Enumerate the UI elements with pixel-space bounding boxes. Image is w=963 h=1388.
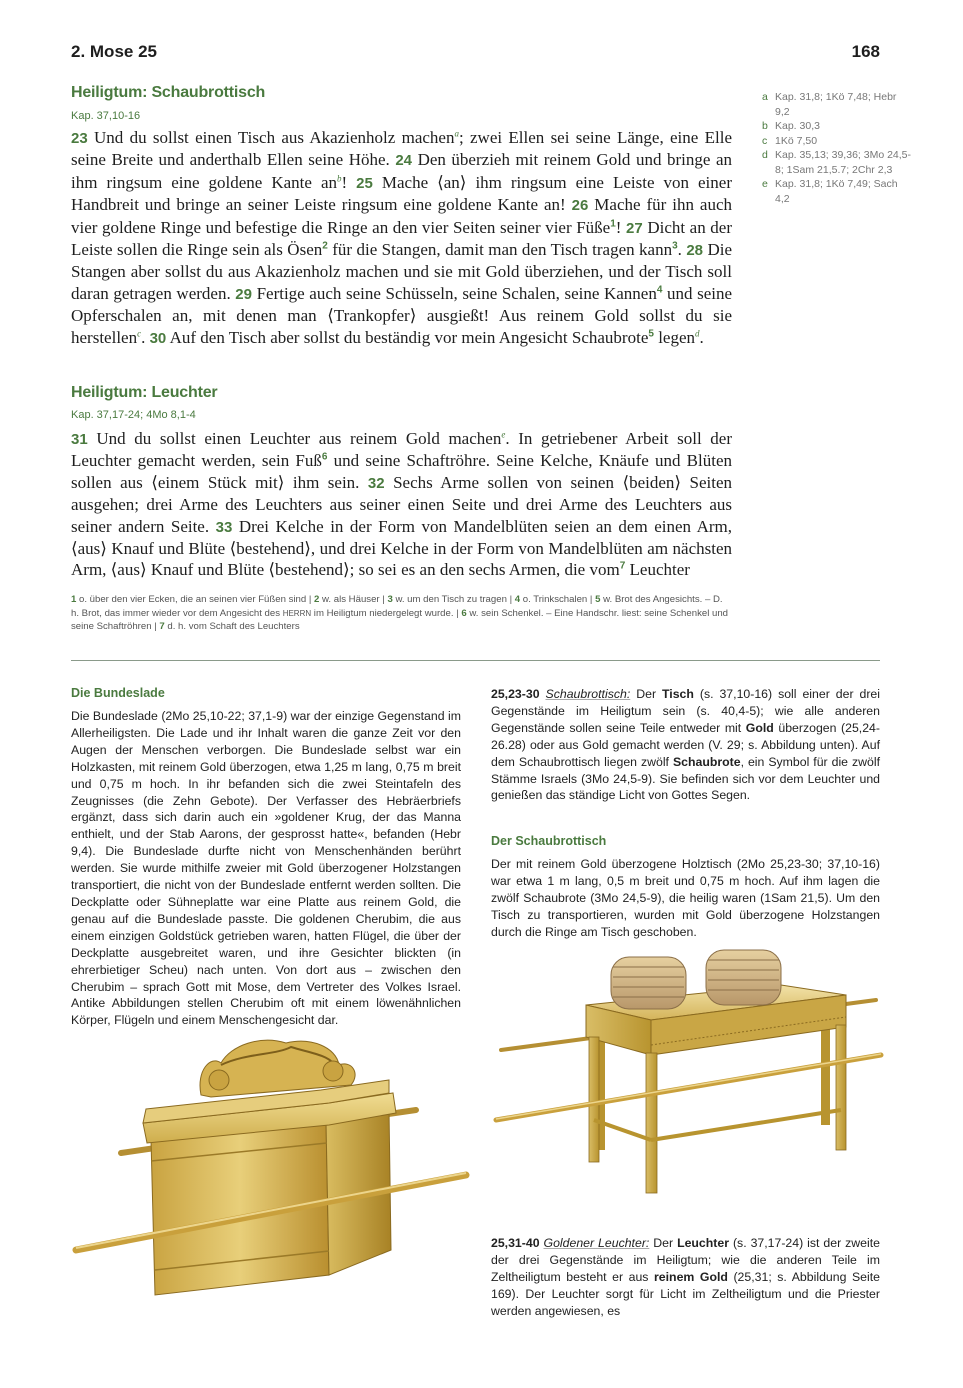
verse-number: 26 bbox=[571, 197, 589, 215]
margin-ref-item[interactable]: c 1Kö 7,50 bbox=[762, 134, 818, 147]
verse-number: 30 bbox=[149, 329, 167, 347]
section-title-leuchter: Heiligtum: Leuchter bbox=[71, 384, 218, 401]
crossref-mark[interactable]: a bbox=[454, 128, 459, 139]
verse-number: 31 bbox=[71, 431, 88, 448]
footnote-mark[interactable]: 3 bbox=[672, 240, 678, 252]
margin-ref-item[interactable]: a Kap. 31,8; 1Kö 7,48; Hebr 9,2 bbox=[762, 91, 897, 118]
box-text-bundeslade: Die Bundeslade (2Mo 25,10-22; 37,1-9) war der einzige Gegenstand im Allerheiligsten. Die Lade und ihr Inhalt waren die ganze Zeit vor den Augen der Menschen verborgen. Die Bundeslade selbst war ein Holzkasten, mit reinem Gold überzogen, etwa 1,25 m lang, 0,75 m breit und 0,75 m hoch. In ihr befanden sich die zwei Steintafeln des Zeugnisses (die Zehn Gebote). Der Verfasser des Hebräerbriefs ergänzt, dass sich darin auch ein »goldener Krug, der das Manna enthielt, und der Stab Aarons, der gesprosst hatte«, befanden (Hebr 9,4). Die Bundeslade durfte nicht von Menschenhänden berührt werden. Sie wurde mithilfe zweier mit Gold überzogener Holzstangen transportiert, die nicht von der Bundeslade entfernt werden sollten. Die Deckplatte oder Sühneplatte war eine Platte aus reinem Gold, die genau auf die Bundeslade passte. Die goldenen Cherubim, die aus einem einzigen Goldstück getrieben waren, hatten Flügel, die über der Deckplatte ausgebreitet waren, und ihre Gesichter blickten (in ehrerbietiger Scheu) nach unten. Von dort aus – zwischen den Cherubim – sprach Gott mit Mose, dem Vertreter des Volkes Israel. Antike Abbildungen stellen Cherubim oft mit einem löwenähnlichen Körper, Flügeln und einem Menschengesicht dar. bbox=[71, 709, 461, 1028]
verse-number: 33 bbox=[215, 518, 233, 536]
section-divider bbox=[71, 660, 880, 661]
ark-of-covenant-illustration bbox=[71, 1025, 471, 1315]
commentary-leuchter: 25,31-40 Goldener Leuchter: Der Leuchter (s. 37,17-24) ist der zweite der drei Gegenstände im Heiligtum; wie die anderen Teile im Zeltheiligtum besteht er aus reinem Gold (25,31; s. Abbildung Seite 169). Der Leuchter sorgt für Licht im Zeltheiligtum und die Priester werden angewiesen, es bbox=[491, 1236, 880, 1318]
verse-number: 29 bbox=[235, 285, 252, 303]
page-number: 168 bbox=[851, 42, 880, 61]
bread-stack-right bbox=[706, 950, 781, 1005]
verse-number: 32 bbox=[367, 474, 385, 492]
footnote-mark[interactable]: 7 bbox=[619, 560, 626, 572]
footnotes: 1 o. über den vier Ecken, die an seinen vier Füßen sind | 2 w. als Häuser | 3 w. um den Tisch zu tragen | 4 o. Trinkschalen | 5 w. Brot des Angesichts. – D. h. Brot, das immer wieder vor dem Angesicht des HERRN im Heiligtum niedergelegt wurde. | 6 w. sein Schenkel. – Eine Handschr. liest: seine Schenkel und seine Schaftröhren | 7 d. h. vom Schaft des Leuchters bbox=[71, 594, 729, 632]
footnote-mark[interactable]: 4 bbox=[656, 284, 663, 296]
margin-cross-references bbox=[762, 90, 912, 206]
book-chapter-header: 2. Mose 25 bbox=[71, 42, 157, 61]
verse-number: 23 bbox=[71, 130, 88, 147]
footnote-mark[interactable]: 5 bbox=[648, 328, 654, 339]
bible-text-section1: 23 Und du sollst einen Tisch aus Akazienholz machen$^a$; zwei Ellen sei seine Länge, eine Elle seine Breite und anderthalb Ellen seine Höhe. 24 Den überzieh mit reinem Gold und bringe an ihm ringsum eine goldene Kante $an^b$! 25 Mache ⟨an⟩ ihm ringsum eine Leiste von einer Handbreit und bringe an seiner Leiste ringsum eine goldene Kante an! 26 Mache für ihn auch vier goldene Ringe und befestige die Ringe an den vier Seiten seiner vier Füße$^1$! 27 Dicht an der Leiste sollen die Ringe sein als Ösen$^2$ für die Stangen, damit man den Tisch tragen kann$^3$. 28 Die Stangen aber sollst du aus Akazienholz machen und sie mit Gold überziehen, und der Tisch soll daran getragen werden. 29 Fertige auch seine Schüsseln, seine Schalen, seine Kannen$^4$ und seine Opferschalen an, mit denen man ⟨Trankopfer⟩ ausgießt! Aus reinem Gold sollst du sie herstellen$^c$. 30 Auf den Tisch aber sollst du beständig vor mein Angesicht Schaubrote$^5$ legen$^d$. bbox=[71, 128, 733, 347]
verse-number: 25 bbox=[356, 174, 373, 192]
showbread-table-illustration bbox=[491, 945, 883, 1215]
margin-ref-item[interactable]: b Kap. 30,3 bbox=[762, 120, 820, 132]
section-ref-schaubrottisch: Kap. 37,10-16 bbox=[71, 110, 141, 122]
margin-ref-item[interactable]: e Kap. 31,8; 1Kö 7,49; Sach 4,2 bbox=[762, 178, 898, 205]
footnote-mark[interactable]: 2 bbox=[322, 240, 328, 252]
crossref-mark[interactable]: b bbox=[336, 173, 342, 184]
crossref-mark[interactable]: e bbox=[501, 429, 506, 440]
box-title-bundeslade: Die Bundeslade bbox=[71, 686, 165, 700]
box-title-schaubrottisch: Der Schaubrottisch bbox=[491, 834, 607, 848]
box-text-schaubrottisch: Der mit reinem Gold überzogene Holztisch (2Mo 25,23-30; 37,10-16) war etwa 1 m lang, 0,5 m breit und 0,75 m hoch. Auf ihm lagen die zwölf Schaubrote (3Mo 24,5-9), die heilig waren (1Sam 21,5). Um den Tisch zu transportieren, wurden mit Gold überzogene Holzstangen durch die Ringe am Tisch geschoben. bbox=[491, 857, 880, 939]
section-title-schaubrottisch: Heiligtum: Schaubrottisch bbox=[71, 84, 266, 101]
bible-text-section2: 31 Und du sollst einen Leuchter aus reinem Gold machen$^e$. In getriebener Arbeit soll der Leuchter gemacht werden, sein Fuß$^6$ und seine Schaftröhre. Seine Kelche, Knäufe und Blüten sollen aus ⟨einem Stück mit⟩ ihm sein. 32 Sechs Arme sollen von seinen ⟨beiden⟩ Seiten ausgehen; drei Arme des Leuchters aus seiner einen Seite und drei Arme des Leuchters aus seiner andern Seite. 33 Drei Kelche in der Form von Mandelblüten seien an dem einen Arm, ⟨aus⟩ Knauf und Blüte ⟨bestehend⟩, und drei Kelche in der Form von Mandelblüten am nächsten Arm, ⟨aus⟩ Knauf und Blüte ⟨bestehend⟩; so sei es an den sechs Armen, die vom$^7$ Leuchter bbox=[71, 429, 733, 580]
verse-number: 27 bbox=[626, 219, 643, 237]
bread-stack-left bbox=[611, 957, 686, 1009]
crossref-mark[interactable]: c bbox=[137, 328, 142, 338]
footnote-mark[interactable]: 6 bbox=[321, 451, 328, 463]
margin-ref-item[interactable]: d Kap. 35,13; 39,36; 3Mo 24,5-8; 1Sam 21,5.7; 2Chr 2,3 bbox=[762, 149, 912, 176]
section-ref-leuchter: Kap. 37,17-24; 4Mo 8,1-4 bbox=[71, 409, 196, 421]
verse-number: 28 bbox=[686, 242, 704, 260]
footnote-mark[interactable]: 1 bbox=[610, 217, 616, 229]
verse-number: 24 bbox=[395, 152, 413, 170]
crossref-mark[interactable]: d bbox=[695, 328, 700, 338]
commentary-schaubrottisch: 25,23-30 Schaubrottisch: Der Tisch (s. 37,10-16) soll einer der drei Gegenstände im Heiligtum sein (s. 40,4-5); wie alle anderen Gegenstände sollen seine Teile entweder mit Gold überzogen (25,24-26.28) oder aus Gold gemacht werden (V. 29; s. Abbildung unten). Auf dem Schaubrottisch liegen zwölf Schaubrote, ein Symbol für die zwölf Stämme Israels (3Mo 24,5-9). Sie befinden sich vor dem Leuchter und genießen das ständige Licht von Gottes Segen. bbox=[491, 687, 880, 803]
